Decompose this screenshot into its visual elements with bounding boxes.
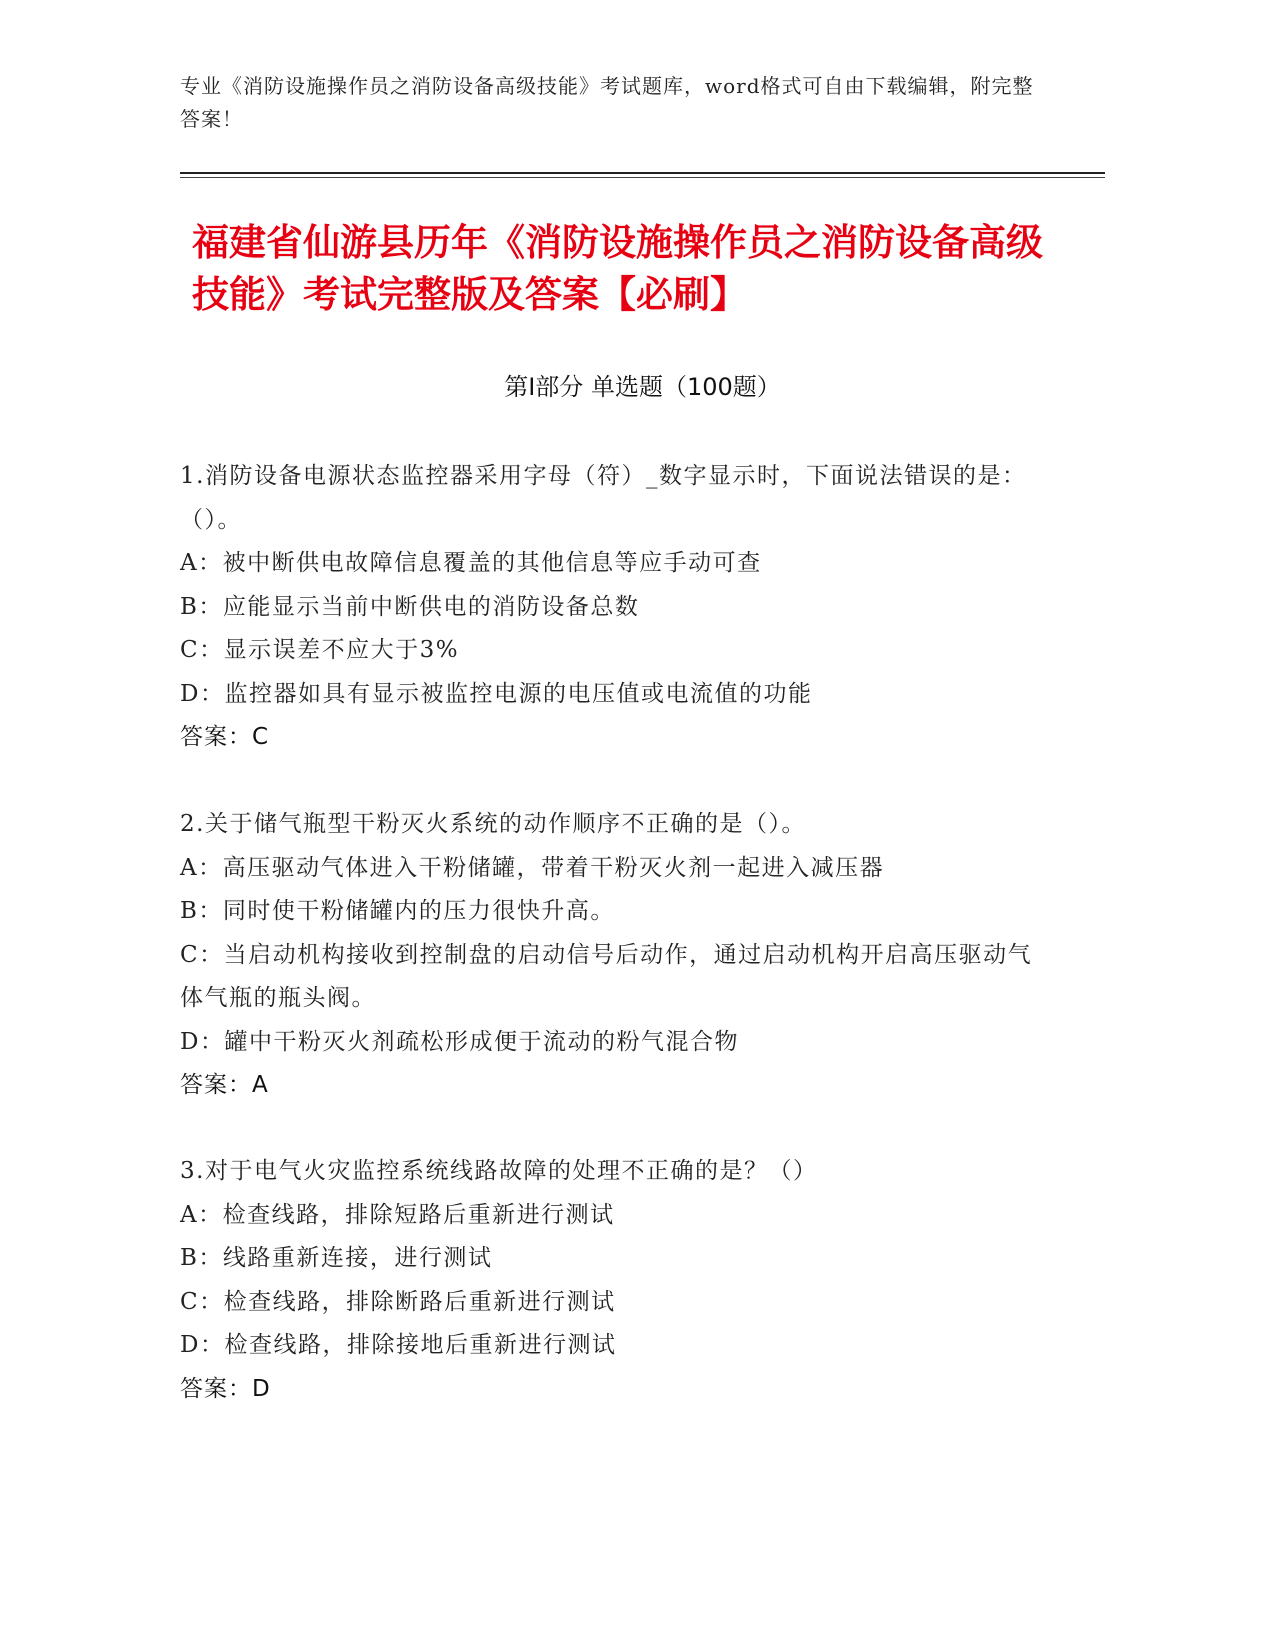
- option-d: D：监控器如具有显示被监控电源的电压值或电流值的功能: [180, 680, 813, 707]
- header-note: 专业《消防设施操作员之消防设备高级技能》考试题库，word格式可自由下载编辑，附完整答案！: [180, 74, 1034, 131]
- option-c: C：当启动机构接收到控制盘的启动信号后动作，通过启动机构开启高压驱动气体气瓶的瓶头阀。: [180, 941, 1033, 1011]
- option-d: D：罐中干粉灭火剂疏松形成便于流动的粉气混合物: [180, 1028, 739, 1055]
- header-divider-thin: [180, 177, 1105, 178]
- question-stem: 1.消防设备电源状态监控器采用字母（符）_数字显示时，下面说法错误的是：（）。: [180, 463, 1027, 533]
- option-b: B：同时使干粉储罐内的压力很快升高。: [180, 898, 615, 924]
- document-title: 福建省仙游县历年《消防设施操作员之消防设备高级技能》考试完整版及答案【必刷】: [192, 221, 1043, 316]
- option-b: B：应能显示当前中断供电的消防设备总数: [180, 593, 640, 620]
- option-c: C：检查线路，排除断路后重新进行测试: [180, 1288, 616, 1315]
- header-divider-thick: [180, 172, 1105, 174]
- question-stem: 3.对于电气火灾监控系统线路故障的处理不正确的是？（）: [180, 1158, 818, 1184]
- option-a: A：高压驱动气体进入干粉储罐，带着干粉灭火剂一起进入减压器: [180, 854, 885, 881]
- option-a: A：检查线路，排除短路后重新进行测试: [180, 1201, 615, 1228]
- answer: 答案：D: [180, 1375, 271, 1402]
- question-1: [180, 455, 1040, 760]
- option-b: B：线路重新连接，进行测试: [180, 1245, 493, 1271]
- answer: 答案：C: [180, 724, 270, 750]
- question-stem: 2.关于储气瓶型干粉灭火系统的动作顺序不正确的是（）。: [180, 811, 806, 837]
- question-3: [180, 1150, 1040, 1411]
- option-c: C：显示误差不应大于3%: [180, 637, 460, 663]
- option-a: A：被中断供电故障信息覆盖的其他信息等应手动可查: [180, 550, 762, 576]
- answer: 答案：A: [180, 1072, 269, 1098]
- option-d: D：检查线路，排除接地后重新进行测试: [180, 1332, 617, 1358]
- section-title: 第Ⅰ部分 单选题（100题）: [504, 373, 781, 401]
- question-2: [180, 803, 1040, 1108]
